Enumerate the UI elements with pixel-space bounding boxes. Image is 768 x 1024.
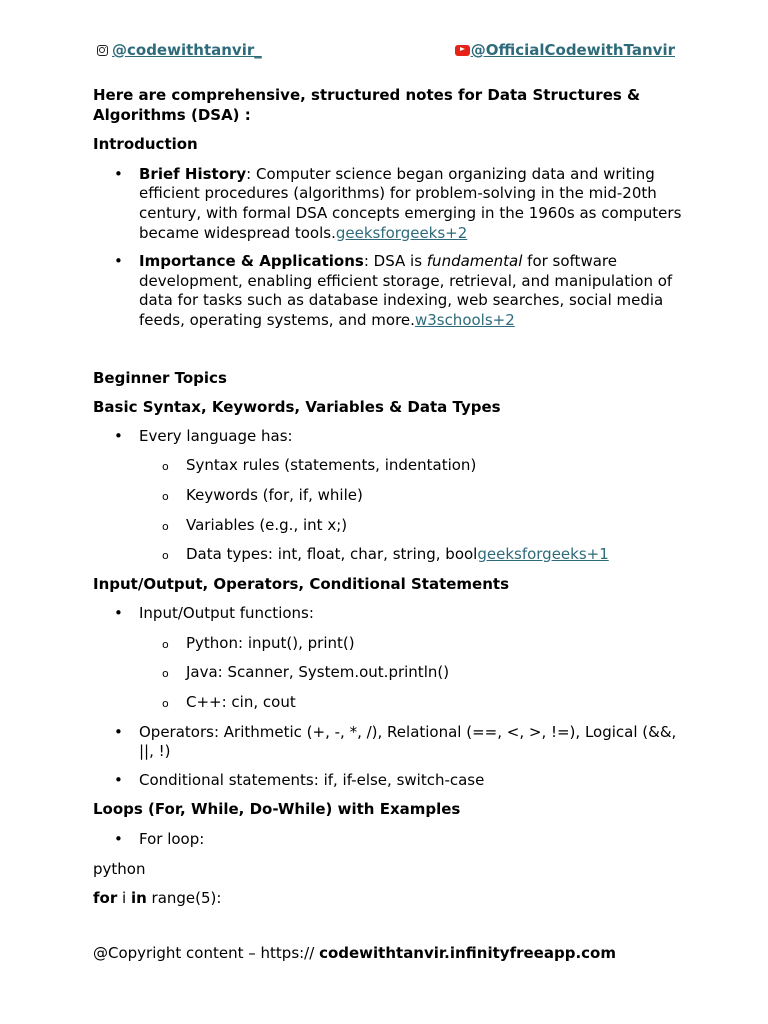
code-line [93,889,683,909]
instagram-handle[interactable]: @codewithtanvir_ [112,41,262,59]
bullet-text: : Computer science began organizing data and writing efficient procedures (algorithms) for problem-solving in the mid-20th century, with formal DSA concepts emerging in the 1960s as computers became widespread tools. [139,164,682,242]
list-item: • Every language has: [93,427,683,447]
emphasis-text: fundamental [426,252,523,271]
beginner-heading: Beginner Topics [93,368,227,387]
source-link[interactable]: geeksforgeeks+1 [477,545,609,564]
code-keyword: for [93,889,118,908]
code-keyword: in [130,889,147,908]
intro-text: Here are comprehensive, structured notes for Data Structures & Algorithms (DSA) : [93,86,641,124]
sub-list-item: o Java: Scanner, System.out.println() [93,663,683,683]
code-text: range(5): [146,889,222,908]
instagram-link[interactable] [97,41,262,59]
sub-list-item-data-types [93,545,683,565]
io-list [93,604,683,790]
sub-list-item: o Syntax rules (statements, indentation) [93,456,683,476]
code-language-label: python [93,859,146,878]
bullet-text: : DSA is [363,252,427,271]
list-item-importance [93,252,683,330]
page-header [97,41,675,61]
sub-list-text: Data types: int, float, char, string, bool [186,545,478,564]
introduction-heading: Introduction [93,135,198,154]
copyright-domain: codewithtanvir.infinityfreeapp.com [319,944,616,962]
loops-list [93,830,683,850]
bullet-label: Importance & Applications [139,252,364,271]
youtube-handle[interactable]: @OfficialCodewithTanvir [470,41,675,59]
youtube-icon [455,45,470,56]
copyright-footer [93,944,616,962]
introduction-list [93,165,683,331]
sub-list-item: o Variables (e.g., int x;) [93,516,683,536]
syntax-list [93,427,683,565]
youtube-link[interactable] [455,41,675,59]
copyright-text: @Copyright content – https:// [93,944,320,962]
io-heading: Input/Output, Operators, Conditional Statements [93,574,510,593]
list-item: • For loop: [93,830,683,850]
sub-list-item: o C++: cin, cout [93,693,683,713]
list-item: • Conditional statements: if, if-else, switch-case [93,771,683,791]
bullet-text: for software development, enabling efficient storage, retrieval, and manipulation of data for tasks such as database indexing, web searches, social media feeds, operating systems, and more. [139,252,673,329]
list-item: • Input/Output functions: [93,604,683,624]
instagram-icon [97,45,108,56]
sub-list-item: o Keywords (for, if, while) [93,486,683,506]
source-link[interactable]: geeksforgeeks+2 [335,223,468,242]
source-link[interactable]: w3schools+2 [414,310,515,329]
bullet-label: Brief History [139,164,247,183]
syntax-heading: Basic Syntax, Keywords, Variables & Data Types [93,398,501,417]
loops-heading: Loops (For, While, Do-While) with Examples [93,800,461,819]
sub-list-item: o Python: input(), print() [93,634,683,654]
code-text: i [117,889,131,908]
notes-content [93,86,683,909]
list-item: • Operators: Arithmetic (+, -, *, /), Relational (==, <, >, !=), Logical (&&, ||, !) [93,723,683,762]
list-item-brief-history [93,165,683,243]
